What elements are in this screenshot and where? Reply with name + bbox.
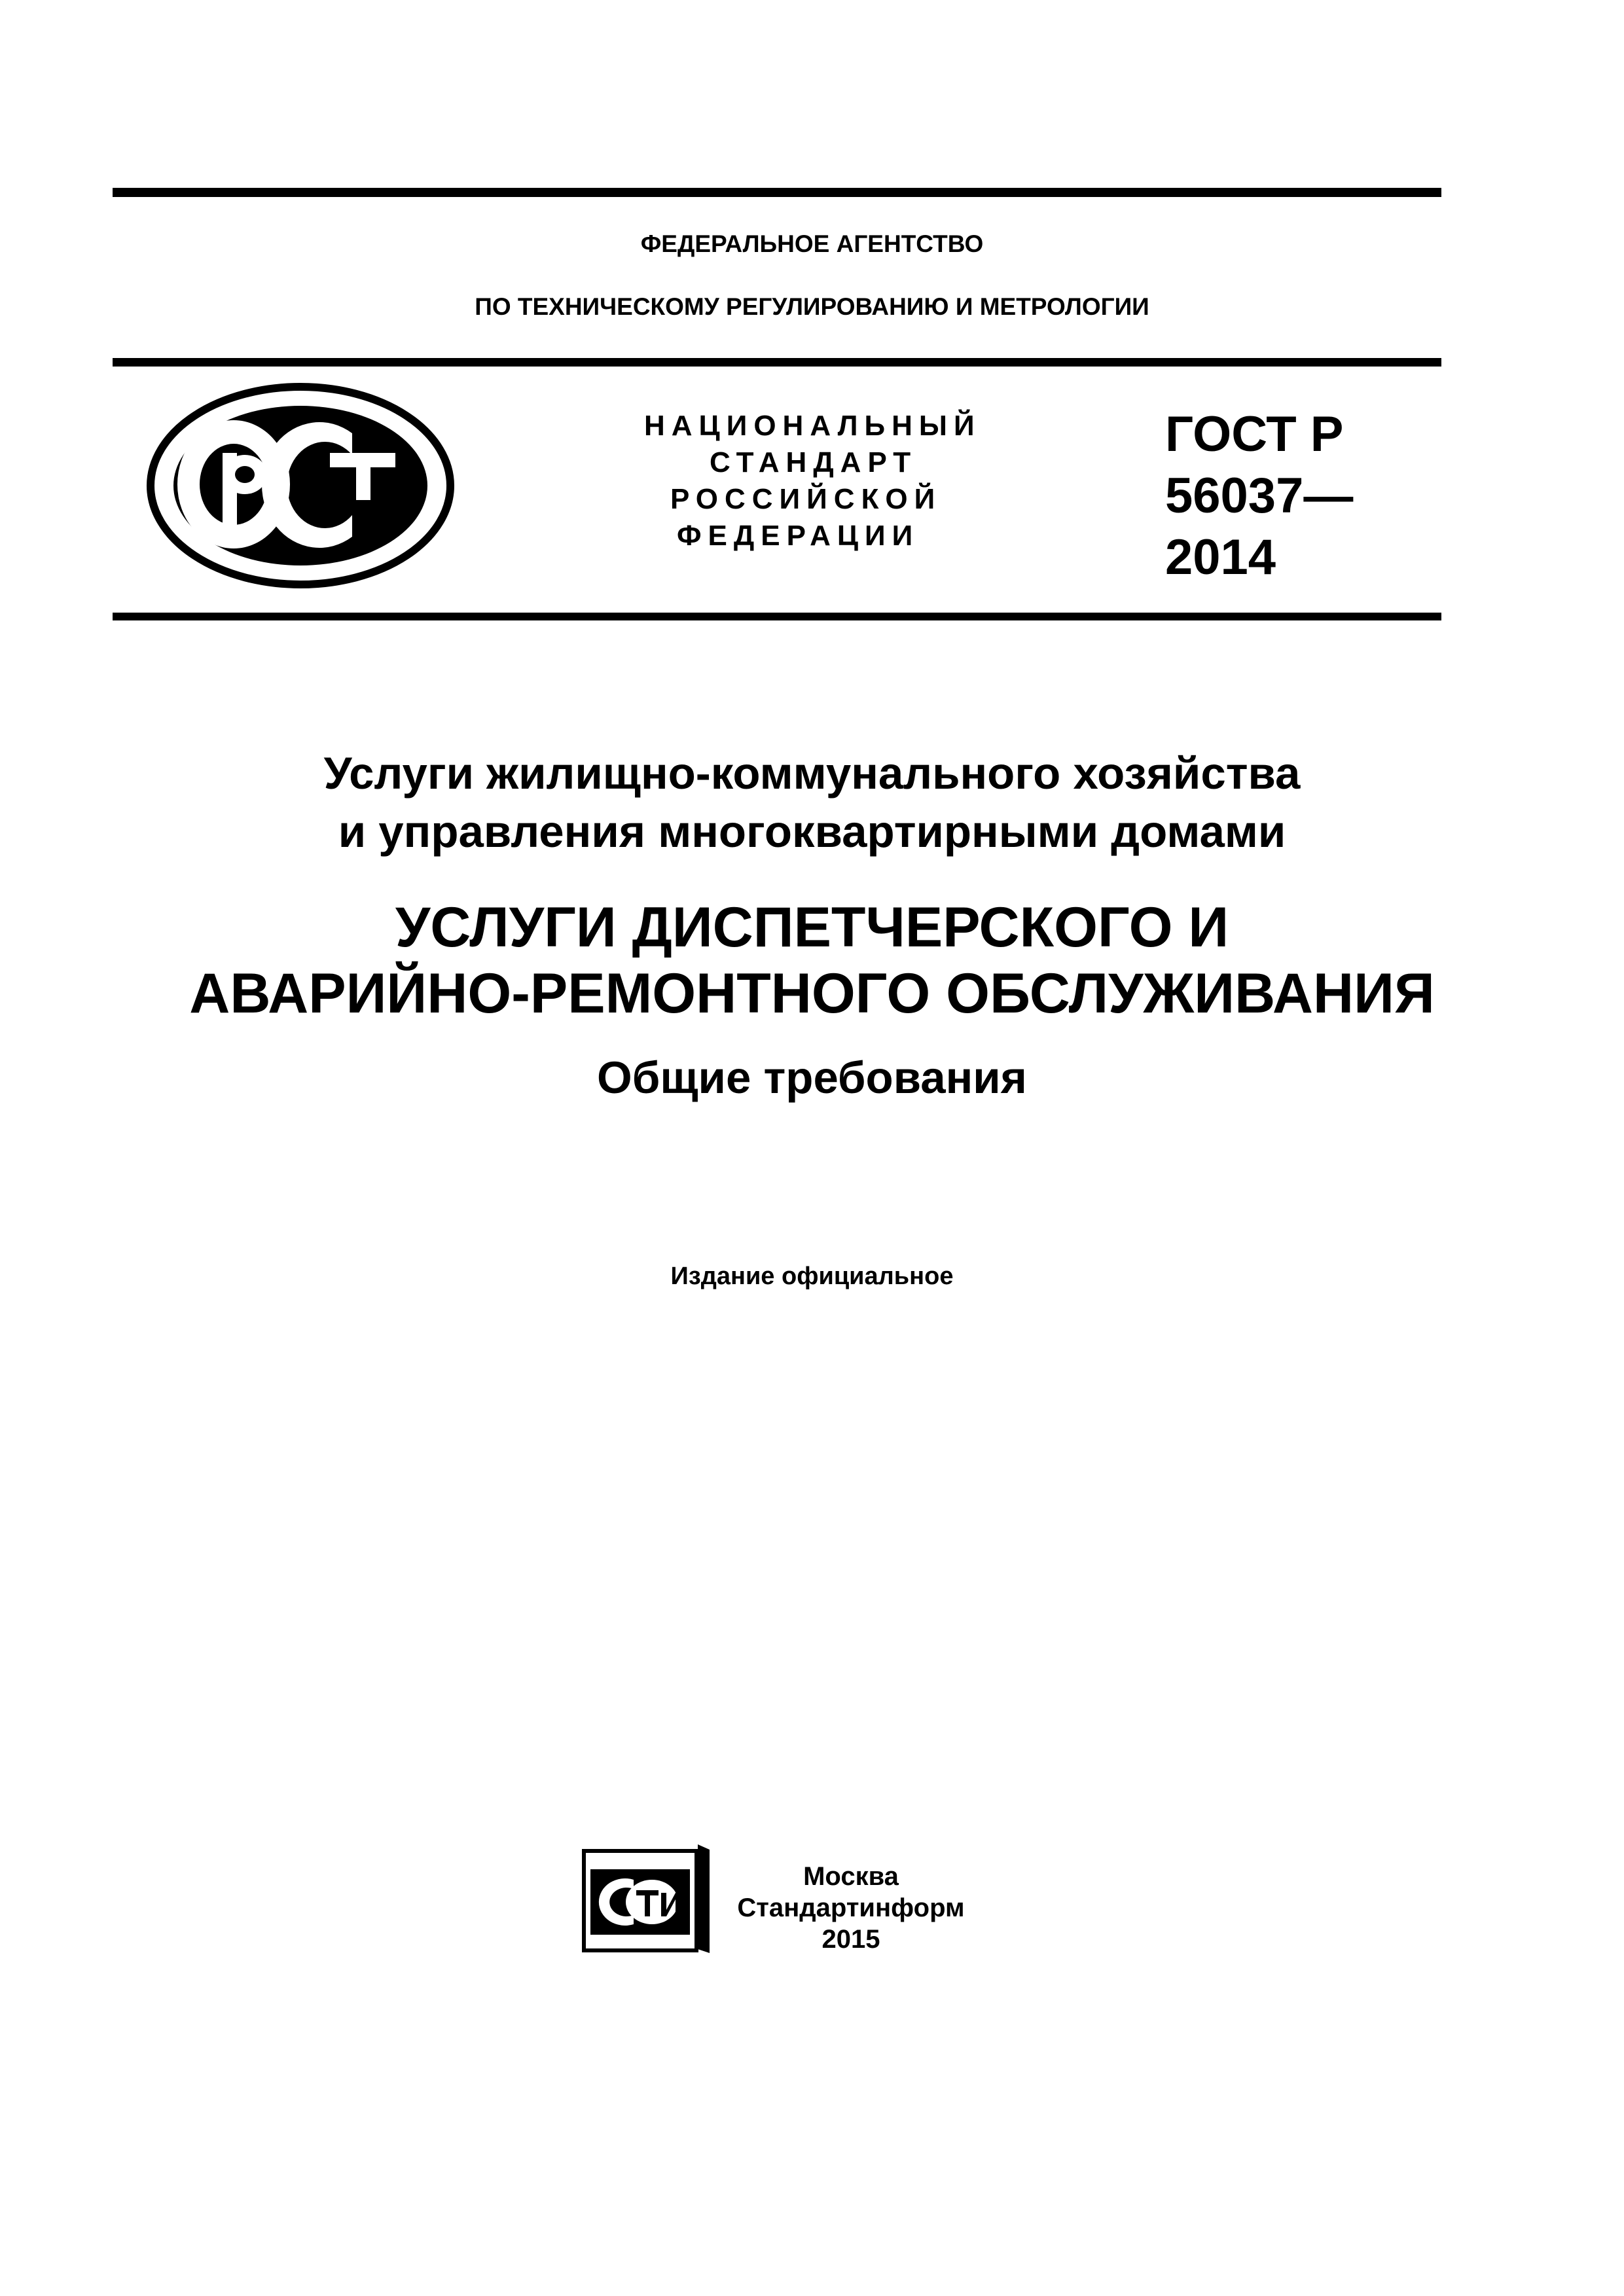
national-standard-line4: ФЕДЕРАЦИИ xyxy=(677,520,920,552)
agency-name-line2: ПО ТЕХНИЧЕСКОМУ РЕГУЛИРОВАНИЮ И МЕТРОЛОГИИ xyxy=(475,293,1149,320)
title-line2: и управления многоквартирными домами xyxy=(338,806,1286,857)
publisher-year: 2015 xyxy=(821,1925,880,1954)
gost-designation-line1: ГОСТ Р xyxy=(1165,406,1344,462)
standard-block-divider xyxy=(113,613,1441,620)
subtitle: Общие требования xyxy=(597,1052,1027,1103)
title-line1: Услуги жилищно-коммунального хозяйства xyxy=(323,748,1301,798)
gost-designation-line3: 2014 xyxy=(1165,529,1276,585)
publisher-name: Стандартинформ xyxy=(737,1893,965,1922)
agency-name-line1: ФЕДЕРАЛЬНОЕ АГЕНТСТВО xyxy=(640,230,984,257)
standartinform-logo-icon xyxy=(579,1842,713,1958)
gost-designation-line2: 56037— xyxy=(1165,468,1354,524)
publisher-city: Москва xyxy=(803,1862,899,1891)
top-rule xyxy=(113,188,1441,197)
header-divider xyxy=(113,358,1441,367)
national-standard-line3: РОССИЙСКОЙ xyxy=(670,483,942,515)
edition-note: Издание официальное xyxy=(670,1263,954,1290)
rst-seal-logo-icon xyxy=(145,381,456,590)
main-title-line2: АВАРИЙНО-РЕМОНТНОГО ОБСЛУЖИВАНИЯ xyxy=(189,962,1435,1025)
national-standard-line2: СТАНДАРТ xyxy=(710,446,918,478)
main-title-line1: УСЛУГИ ДИСПЕТЧЕРСКОГО И xyxy=(395,896,1229,959)
national-standard-line1: НАЦИОНАЛЬНЫЙ xyxy=(644,410,981,442)
